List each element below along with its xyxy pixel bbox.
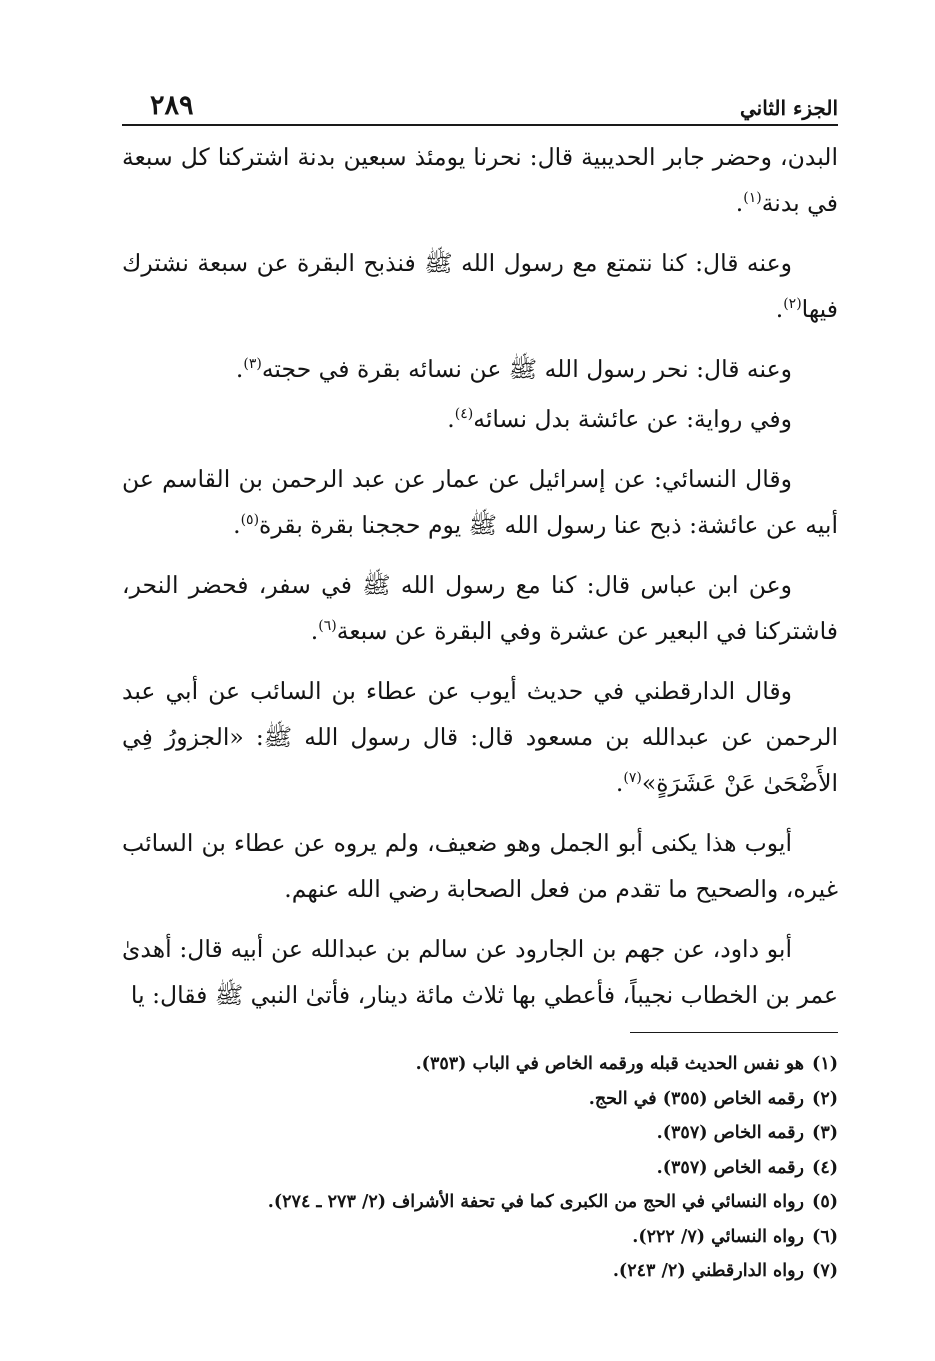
book-page [122,88,838,1289]
paragraph: البدن، وحضر جابر الحديبية قال: نحرنا يومئذ سبعين بدنة اشتركنا كل سبعة في بدنة$^{(١)}$. [122,143,838,217]
footnote [122,1082,838,1117]
footnote-text: رواه النسائي في الحج من الكبرى كما في تحفة الأشراف (٢/ ٢٧٣ ـ ٢٧٤). [267,1192,804,1212]
footnote [122,1185,838,1220]
footnote-number: (٥) [812,1192,838,1212]
footnote [122,1220,838,1255]
paragraph: وعنه قال: كنا نتمتع مع رسول الله ﷺ فنذبح البقرة عن سبعة نشترك فيها$^{(٢)}$. [122,249,838,323]
footnote-text: رقمه الخاص (٣٥٧). [656,1157,804,1178]
footnote [122,1254,838,1289]
footnote-ref: (٤) [454,406,474,423]
footnote-text: رقمه الخاص (٣٥٧). [656,1123,804,1143]
footnote-ref: (٢) [783,296,802,313]
footnotes [122,1047,838,1289]
paragraph: أيوب هذا يكنى أبو الجمل وهو ضعيف، ولم يروه عن عطاء بن السائب غيره، والصحيح ما تقدم من فعل الصحابة رضي الله عنهم. [122,829,838,903]
page-header [122,88,838,124]
paragraph: وعنه قال: نحر رسول الله ﷺ عن نسائه بقرة في حجته$^{(٣)}$. [235,355,792,383]
footnote-ref: (١) [743,190,762,207]
footnote-ref: (٧) [623,770,642,787]
footnote-number: (٦) [812,1226,838,1247]
footnote-number: (٣) [812,1123,838,1143]
footnote-rule [630,1032,838,1033]
body-text [122,134,838,1018]
footnote-number: (١) [812,1054,838,1074]
footnote [122,1047,838,1082]
footnote-text: هو نفس الحديث قبله ورقمه الخاص في الباب (٣٥٣). [415,1054,804,1074]
footnote [122,1151,838,1186]
footnote-number: (٧) [812,1261,838,1281]
footnote-text: رقمه الخاص (٣٥٥) في الحج. [588,1088,804,1109]
paragraph: وعن ابن عباس قال: كنا مع رسول الله ﷺ في سفر، فحضر النحر، فاشتركنا في البعير عن عشرة وفي البقرة عن سبعة$^{(٦)}$. [122,571,838,645]
footnote-ref: (٦) [318,618,337,635]
footnote-number: (٢) [812,1088,838,1109]
footnote-text: رواه الدارقطني (٢/ ٢٤٣). [612,1261,804,1281]
footnote-ref: (٥) [240,512,260,529]
paragraph: وقال الدارقطني في حديث أيوب عن عطاء بن السائب عن أبي عبد الرحمن عن عبدالله بن مسعود قال: قال رسول الله ﷺ: «الجزورُ فِي الأَضْحَىٰ عَنْ عَشَرَةٍ»$^{(٧)}$. [122,677,838,797]
paragraph: أبو داود، عن جهم بن الجارود عن سالم بن عبدالله عن أبيه قال: أهدىٰ عمر بن الخطاب نجيباً، فأعطي بها ثلاث مائة دينار، فأتىٰ النبي ﷺ فقال: يا [122,935,838,1009]
footnote-number: (٤) [812,1157,838,1178]
running-head: الجزء الثاني [740,96,838,120]
header-rule [122,124,838,126]
page-number: ٢٨٩ [150,90,194,121]
footnote-text: رواه النسائي (٧/ ٢٢٢). [632,1226,804,1247]
footnote-ref: (٣) [243,356,262,373]
footnote [122,1116,838,1151]
paragraph: وفي رواية: عن عائشة بدل نسائه$^{(٤)}$. [447,405,792,433]
paragraph: وقال النسائي: عن إسرائيل عن عمار عن عبد الرحمن بن القاسم عن أبيه عن عائشة: ذبح عنا رسول الله ﷺ يوم حججنا بقرة بقرة$^{(٥)}$. [122,465,838,539]
